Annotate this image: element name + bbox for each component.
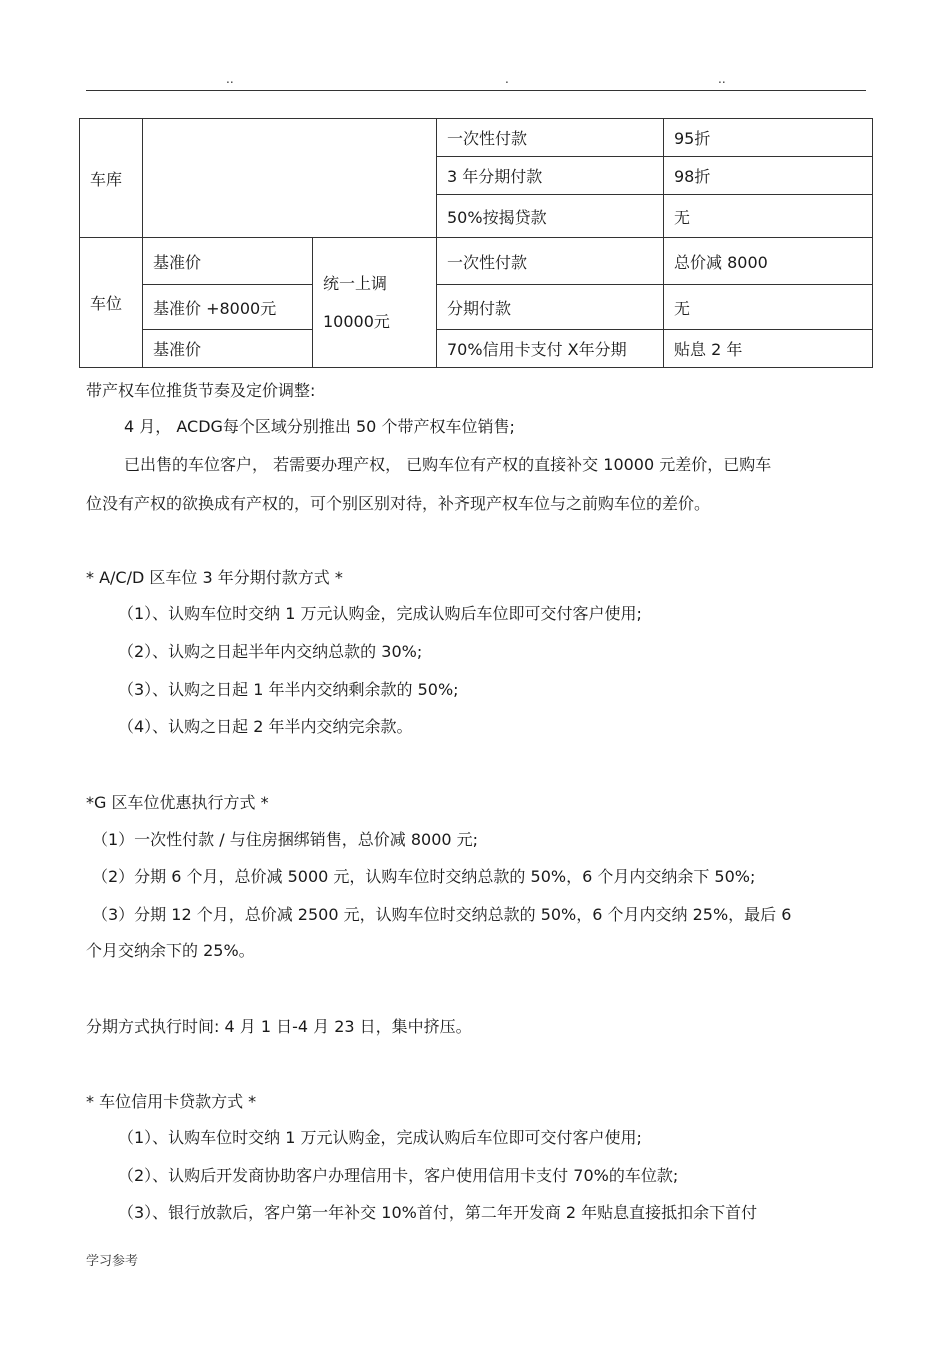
footer-label: 学习参考 bbox=[86, 1254, 139, 1269]
parking-method: 分期付款 bbox=[437, 285, 664, 330]
parking-base-price: 基准价 +8000元 bbox=[143, 285, 313, 330]
garage-method: 50%按揭贷款 bbox=[437, 195, 664, 238]
parking-label: 车位 bbox=[80, 238, 143, 368]
list-item: （3）、银行放款后，客户第一年补交 10%首付，第二年开发商 2 年贴息直接抵扣余下首付 bbox=[118, 1203, 758, 1222]
list-item: （1）一次性付款 / 与住房捆绑销售，总价减 8000 元; bbox=[92, 830, 479, 849]
adjustment-line2: 10000元 bbox=[323, 311, 390, 331]
garage-method: 3 年分期付款 bbox=[437, 157, 664, 195]
garage-label: 车库 bbox=[80, 119, 143, 238]
garage-discount: 95折 bbox=[664, 119, 873, 157]
section-title: * A/C/D 区车位 3 年分期付款方式 * bbox=[86, 568, 343, 587]
garage-method: 一次性付款 bbox=[437, 119, 664, 157]
paragraph-line: 位没有产权的欲换成有产权的，可个别区别对待，补齐现产权车位与之前购车位的差价。 bbox=[86, 494, 711, 513]
garage-discount: 无 bbox=[664, 195, 873, 238]
parking-adjustment bbox=[313, 238, 437, 368]
list-item: （1）、认购车位时交纳 1 万元认购金，完成认购后车位即可交付客户使用; bbox=[118, 604, 642, 623]
paragraph-line: 4 月， ACDG每个区域分别推出 50 个带产权车位销售; bbox=[124, 417, 515, 436]
section-title: * 车位信用卡贷款方式 * bbox=[86, 1092, 257, 1111]
parking-method: 一次性付款 bbox=[437, 238, 664, 285]
parking-method: 70%信用卡支付 X年分期 bbox=[437, 330, 664, 368]
paragraph-line: 已出售的车位客户， 若需要办理产权， 已购车位有产权的直接补交 10000 元差价，已购车 bbox=[124, 455, 772, 474]
section-heading: 带产权车位推货节奏及定价调整: bbox=[86, 381, 316, 400]
list-item: （3）分期 12 个月，总价减 2500 元，认购车位时交纳总款的 50%，6 个月内交纳 25%，最后 6 bbox=[92, 905, 792, 924]
garage-empty-cell bbox=[143, 119, 437, 238]
pricing-table bbox=[79, 118, 873, 368]
parking-discount: 贴息 2 年 bbox=[664, 330, 873, 368]
schedule-line: 分期方式执行时间: 4 月 1 日-4 月 23 日，集中挤压。 bbox=[86, 1017, 472, 1036]
list-item: （3）、认购之日起 1 年半内交纳剩余款的 50%; bbox=[118, 680, 459, 699]
list-item: 个月交纳余下的 25%。 bbox=[86, 941, 255, 960]
header-dots-left: .. bbox=[226, 72, 234, 86]
list-item: （1）、认购车位时交纳 1 万元认购金，完成认购后车位即可交付客户使用; bbox=[118, 1128, 642, 1147]
parking-base-price: 基准价 bbox=[143, 238, 313, 285]
garage-discount: 98折 bbox=[664, 157, 873, 195]
adjustment-line1: 统一上调 bbox=[323, 273, 388, 293]
parking-discount: 无 bbox=[664, 285, 873, 330]
section-title: *G 区车位优惠执行方式 * bbox=[86, 793, 269, 812]
parking-discount: 总价减 8000 bbox=[664, 238, 873, 285]
list-item: （2）分期 6 个月，总价减 5000 元，认购车位时交纳总款的 50%，6 个月内交纳余下 50%; bbox=[92, 867, 756, 886]
parking-base-price: 基准价 bbox=[143, 330, 313, 368]
list-item: （2）、认购后开发商协助客户办理信用卡，客户使用信用卡支付 70%的车位款; bbox=[118, 1166, 679, 1185]
list-item: （4）、认购之日起 2 年半内交纳完余款。 bbox=[118, 717, 413, 736]
header-rule bbox=[86, 90, 866, 91]
header-dots-right: .. bbox=[718, 72, 726, 86]
list-item: （2）、认购之日起半年内交纳总款的 30%; bbox=[118, 642, 423, 661]
header-dots-center: . bbox=[505, 72, 509, 86]
